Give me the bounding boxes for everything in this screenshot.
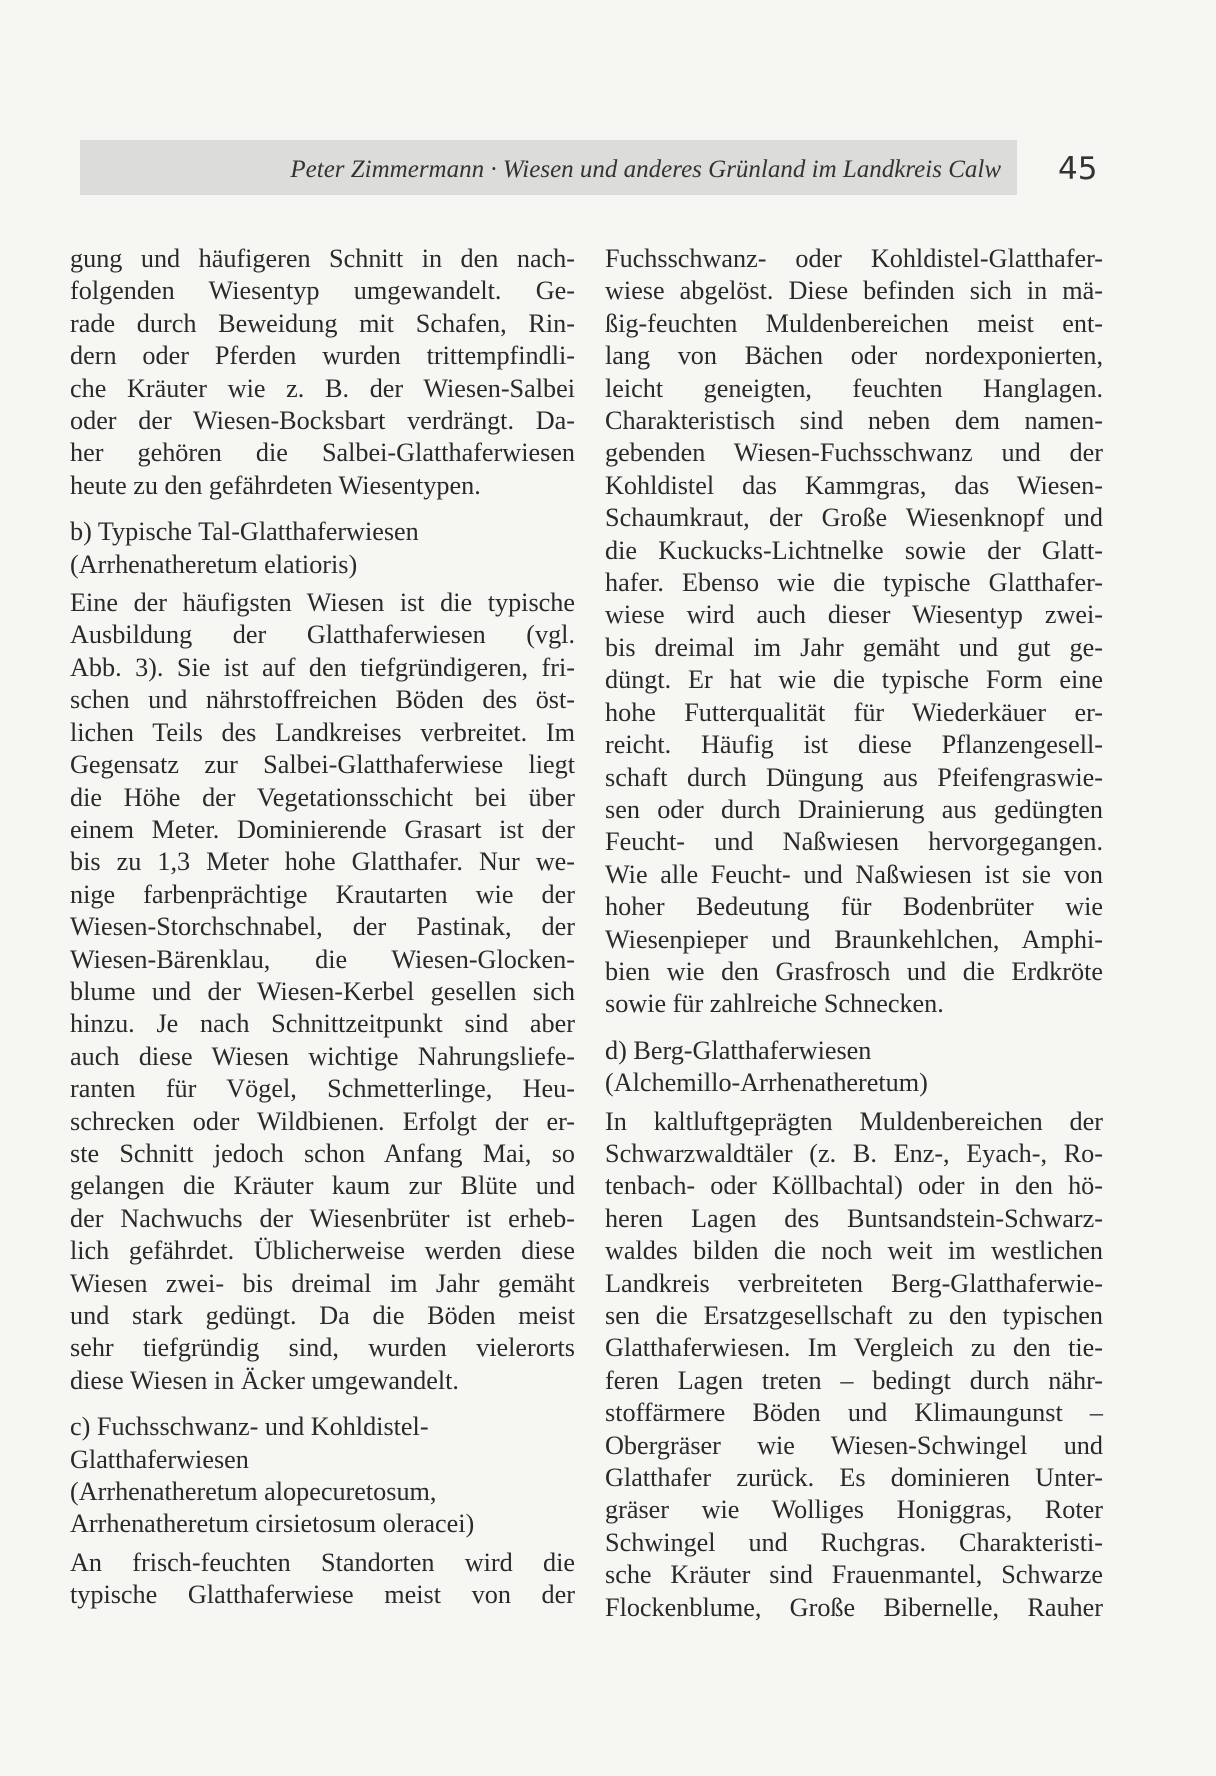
text-line: Flockenblume, Große Bibernelle, Rauher xyxy=(605,1592,1103,1622)
text-line: b) Typische Tal-Glatthaferwiesen xyxy=(70,517,419,547)
text-line: Schwarzwaldtäler (z. B. Enz-, Eyach-, Ro- xyxy=(605,1138,1103,1168)
text-line: Wiesenpieper und Braunkehlchen, Amphi- xyxy=(605,924,1103,954)
left-column xyxy=(70,243,575,1612)
text-line: lich gefährdet. Üblicherweise werden diese xyxy=(70,1236,575,1266)
text-line: lichen Teils des Landkreises verbreitet. Im xyxy=(70,717,575,747)
text-line: bis zu 1,3 Meter hohe Glatthafer. Nur we- xyxy=(70,847,575,877)
text-line: typische Glatthaferwiese meist von der xyxy=(70,1580,575,1610)
paragraph xyxy=(70,1547,575,1612)
text-line: Arrhenatheretum cirsietosum oleracei) xyxy=(70,1509,475,1539)
text-line: Abb. 3). Sie ist auf den tiefgründigeren, fri- xyxy=(70,652,575,682)
text-line: hohe Futterqualität für Wiederkäuer er- xyxy=(605,697,1103,727)
running-head: Peter Zimmermann · Wiesen und anderes Grünland im Landkreis Calw xyxy=(290,156,1001,183)
text-line: sowie für zahlreiche Schnecken. xyxy=(605,989,944,1019)
text-line: Ausbildung der Glatthaferwiesen (vgl. xyxy=(70,620,575,650)
text-line: der Nachwuchs der Wiesenbrüter ist erheb- xyxy=(70,1203,575,1233)
text-line: düngt. Er hat wie die typische Form eine xyxy=(605,665,1103,695)
text-line: die Kuckucks-Lichtnelke sowie der Glatt- xyxy=(605,535,1103,565)
text-line: Schaumkraut, der Große Wiesenknopf und xyxy=(605,503,1103,533)
text-line: d) Berg-Glatthaferwiesen xyxy=(605,1035,872,1065)
text-line: schrecken oder Wildbienen. Erfolgt der er- xyxy=(70,1106,575,1136)
text-line: gebenden Wiesen-Fuchsschwanz und der xyxy=(605,438,1103,468)
text-line: Glatthaferwiesen xyxy=(70,1444,249,1474)
text-line: Gegensatz zur Salbei-Glatthaferwiese liegt xyxy=(70,750,575,780)
text-line: die Höhe der Vegetationsschicht bei über xyxy=(70,782,575,812)
text-line: che Kräuter wie z. B. der Wiesen-Salbei xyxy=(70,373,575,403)
text-line: dern oder Pferden wurden trittempfindli- xyxy=(70,341,575,371)
text-line: blume und der Wiesen-Kerbel gesellen sich xyxy=(70,976,575,1006)
paragraph xyxy=(70,243,575,502)
section-heading-c xyxy=(70,1411,575,1541)
text-line: sehr tiefgründig sind, wurden vielerorts xyxy=(70,1333,575,1363)
text-line: An frisch-feuchten Standorten wird die xyxy=(70,1547,575,1577)
text-line: waldes bilden die noch weit im westlichen xyxy=(605,1236,1103,1266)
text-line: Landkreis verbreiteten Berg-Glatthaferwie- xyxy=(605,1268,1103,1298)
text-line: (Arrhenatheretum elatioris) xyxy=(70,549,358,579)
text-line: wiese abgelöst. Diese befinden sich in mä- xyxy=(605,276,1103,306)
text-line: gung und häufigeren Schnitt in den nach- xyxy=(70,244,575,273)
text-line: Charakteristisch sind neben dem namen- xyxy=(605,406,1103,436)
text-line: gräser wie Wolliges Honiggras, Roter xyxy=(605,1495,1103,1525)
text-line: Wiesen zwei- bis dreimal im Jahr gemäht xyxy=(70,1268,575,1298)
text-line: feren Lagen treten – bedingt durch nähr- xyxy=(605,1365,1103,1395)
text-line: ßig-feuchten Muldenbereichen meist ent- xyxy=(605,308,1103,338)
text-line: diese Wiesen in Äcker umgewandelt. xyxy=(70,1365,459,1395)
text-line: hinzu. Je nach Schnittzeitpunkt sind aber xyxy=(70,1009,575,1039)
text-line: her gehören die Salbei-Glatthaferwiesen xyxy=(70,438,575,468)
text-line: Wie alle Feucht- und Naßwiesen ist sie von xyxy=(605,859,1103,889)
text-line: gelangen die Kräuter kaum zur Blüte und xyxy=(70,1171,575,1201)
text-line: sen oder durch Drainierung aus gedüngten xyxy=(605,794,1103,824)
text-line: c) Fuchsschwanz- und Kohldistel- xyxy=(70,1412,429,1442)
text-line: (Alchemillo-Arrhenatheretum) xyxy=(605,1068,928,1098)
text-line: nige farbenprächtige Krautarten wie der xyxy=(70,879,575,909)
text-line: sen die Ersatzgesellschaft zu den typischen xyxy=(605,1301,1103,1330)
text-line: schaft durch Düngung aus Pfeifengraswie- xyxy=(605,762,1103,792)
text-line: auch diese Wiesen wichtige Nahrungsliefe- xyxy=(70,1041,575,1071)
text-line: rade durch Beweidung mit Schafen, Rin- xyxy=(70,308,575,338)
paragraph xyxy=(605,243,1103,1021)
section-heading-d xyxy=(605,1035,1103,1100)
text-line: reicht. Häufig ist diese Pflanzengesell- xyxy=(605,730,1103,760)
text-line: Schwingel und Ruchgras. Charakteristi- xyxy=(605,1527,1103,1557)
text-line: stoffärmere Böden und Klimaungunst – xyxy=(605,1398,1103,1428)
text-line: einem Meter. Dominierende Grasart ist der xyxy=(70,814,575,844)
text-line: Obergräser wie Wiesen-Schwingel und xyxy=(605,1430,1103,1460)
text-line: Glatthaferwiesen. Im Vergleich zu den tie- xyxy=(605,1333,1103,1363)
text-line: oder der Wiesen-Bocksbart verdrängt. Da- xyxy=(70,406,575,436)
text-line: (Arrhenatheretum alopecuretosum, xyxy=(70,1477,437,1507)
text-line: Glatthafer zurück. Es dominieren Unter- xyxy=(605,1463,1103,1493)
right-column xyxy=(605,243,1103,1624)
text-line: bis dreimal im Jahr gemäht und gut ge- xyxy=(605,632,1103,662)
text-line: tenbach- oder Köllbachtal) oder in den hö- xyxy=(605,1171,1103,1201)
text-line: hafer. Ebenso wie die typische Glatthafer- xyxy=(605,568,1103,598)
text-line: Wiesen-Storchschnabel, der Pastinak, der xyxy=(70,912,575,942)
text-line: heren Lagen des Buntsandstein-Schwarz- xyxy=(605,1203,1103,1233)
text-line: schen und nährstoffreichen Böden des öst- xyxy=(70,685,575,715)
page-number: 45 xyxy=(1058,151,1098,187)
text-line: Wiesen-Bärenklau, die Wiesen-Glocken- xyxy=(70,944,575,974)
text-line: Kohldistel das Kammgras, das Wiesen- xyxy=(605,470,1103,500)
text-line: lang von Bächen oder nordexponierten, xyxy=(605,341,1103,371)
text-line: leicht geneigten, feuchten Hanglagen. xyxy=(605,373,1103,403)
text-line: heute zu den gefährdeten Wiesentypen. xyxy=(70,470,481,500)
text-line: bien wie den Grasfrosch und die Erdkröte xyxy=(605,956,1103,986)
text-line: In kaltluftgeprägten Muldenbereichen der xyxy=(605,1106,1103,1136)
text-line: wiese wird auch dieser Wiesentyp zwei- xyxy=(605,600,1103,630)
text-line: sche Kräuter sind Frauenmantel, Schwarze xyxy=(605,1560,1103,1590)
text-line: folgenden Wiesentyp umgewandelt. Ge- xyxy=(70,276,575,306)
paragraph xyxy=(605,1106,1103,1625)
text-line: Eine der häufigsten Wiesen ist die typische xyxy=(70,588,575,618)
text-line: hoher Bedeutung für Bodenbrüter wie xyxy=(605,892,1103,922)
section-heading-b xyxy=(70,516,575,581)
text-line: Fuchsschwanz- oder Kohldistel-Glatthafer- xyxy=(605,244,1103,273)
text-line: Feucht- und Naßwiesen hervorgegangen. xyxy=(605,827,1103,857)
text-line: ste Schnitt jedoch schon Anfang Mai, so xyxy=(70,1138,575,1168)
paragraph xyxy=(70,587,575,1397)
text-line: ranten für Vögel, Schmetterlinge, Heu- xyxy=(70,1074,575,1104)
text-line: und stark gedüngt. Da die Böden meist xyxy=(70,1301,575,1330)
